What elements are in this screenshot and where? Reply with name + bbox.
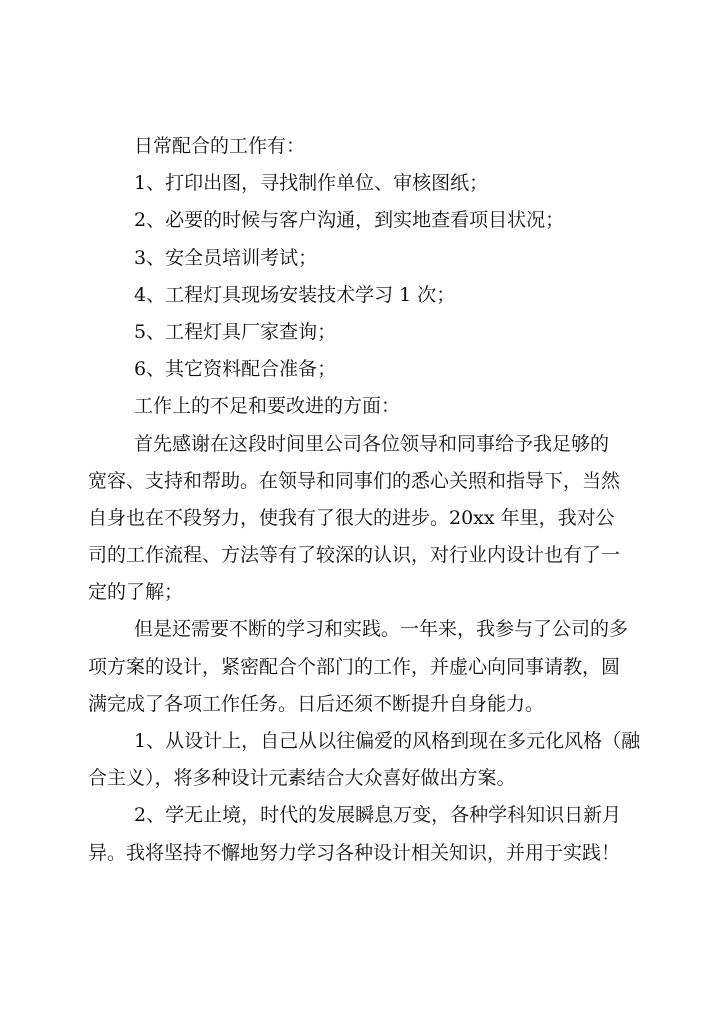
text-line: 但是还需要不断的学习和实践。一年来，我参与了公司的多 xyxy=(134,618,629,641)
text-line: 项方案的设计，紧密配合个部门的工作，并虚心向同事请教，圆 xyxy=(88,655,621,678)
text-line: 6、其它资料配合准备； xyxy=(134,358,337,381)
text-line: 5、工程灯具厂家查询； xyxy=(134,320,337,343)
document-body xyxy=(88,128,641,872)
text-line: 异。我将坚持不懈地努力学习各种设计相关知识，并用于实践！ xyxy=(88,841,621,864)
text-line: 3、安全员培训考试； xyxy=(134,246,318,269)
text-line: 首先感谢在这段时间里公司各位领导和同事给予我足够的 xyxy=(134,432,610,455)
text-line: 定的了解； xyxy=(88,581,184,604)
text-line: 合主义），将多种设计元素结合大众喜好做出方案。 xyxy=(88,767,516,790)
text-line: 宽容、支持和帮助。在领导和同事们的悉心关照和指导下，当然 xyxy=(88,469,621,492)
text-line: 满完成了各项工作任务。日后还须不断提升自身能力。 xyxy=(88,692,545,715)
text-line: 1、从设计上，自己从以往偏爱的风格到现在多元化风格（融 xyxy=(134,730,641,752)
text-line: 司的工作流程、方法等有了较深的认识，对行业内设计也有了一 xyxy=(88,544,621,567)
text-line: 1、打印出图，寻找制作单位、审核图纸； xyxy=(134,172,489,195)
text-line: 工作上的不足和要改进的方面： xyxy=(134,395,401,418)
text-line: 日常配合的工作有： xyxy=(134,135,306,157)
text-line: 自身也在不段努力，使我有了很大的进步。20xx 年里，我对公 xyxy=(88,506,615,529)
text-line: 2、学无止境，时代的发展瞬息万变，各种学科知识日新月 xyxy=(134,804,622,827)
text-line: 2、必要的时候与客户沟通，到实地查看项目状况； xyxy=(134,209,565,232)
text-line: 4、工程灯具现场安装技术学习 1 次； xyxy=(134,283,456,306)
